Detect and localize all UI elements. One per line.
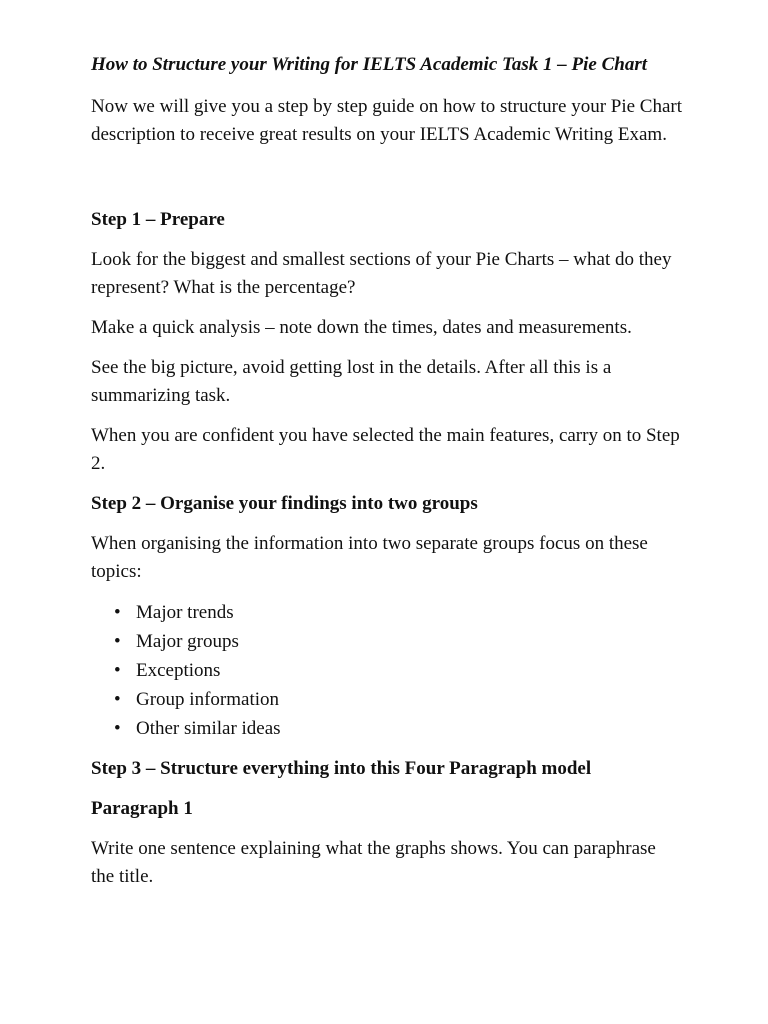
topics-list [91, 598, 683, 743]
list-item [91, 627, 683, 656]
list-item-text: Major groups [136, 631, 239, 652]
bullet-icon: • [114, 602, 121, 623]
bullet-icon: • [114, 660, 121, 681]
intro-paragraph: Now we will give you a step by step guide on how to structure your Pie Chart description to receive great results on your IELTS Academic Writing Exam. [91, 96, 683, 145]
step1-paragraph: Look for the biggest and smallest sections of your Pie Charts – what do they represent? What is the percentage? [91, 249, 672, 298]
list-item [91, 714, 683, 743]
paragraph1-text: Write one sentence explaining what the graphs shows. You can paraphrase the title. [91, 838, 656, 887]
list-item-text: Group information [136, 689, 280, 710]
step2-heading: Step 2 – Organise your findings into two groups [91, 493, 478, 514]
bullet-icon: • [114, 718, 121, 739]
list-item [91, 656, 683, 685]
list-item-text: Major trends [136, 602, 234, 623]
bullet-icon: • [114, 689, 121, 710]
document-title: How to Structure your Writing for IELTS Academic Task 1 – Pie Chart [91, 54, 648, 75]
list-item [91, 685, 683, 714]
step1-paragraph: When you are confident you have selected the main features, carry on to Step 2. [91, 425, 680, 474]
document-content [91, 51, 683, 903]
list-item-text: Other similar ideas [136, 718, 281, 739]
step1-paragraph: See the big picture, avoid getting lost in the details. After all this is a summarizing task. [91, 357, 612, 406]
list-item [91, 598, 683, 627]
step3-heading: Step 3 – Structure everything into this Four Paragraph model [91, 758, 592, 779]
paragraph1-heading: Paragraph 1 [91, 798, 193, 819]
list-item-text: Exceptions [136, 660, 221, 681]
step1-paragraph: Make a quick analysis – note down the times, dates and measurements. [91, 317, 632, 338]
step2-paragraph: When organising the information into two separate groups focus on these topics: [91, 533, 648, 582]
bullet-icon: • [114, 631, 121, 652]
step1-heading: Step 1 – Prepare [91, 209, 225, 230]
